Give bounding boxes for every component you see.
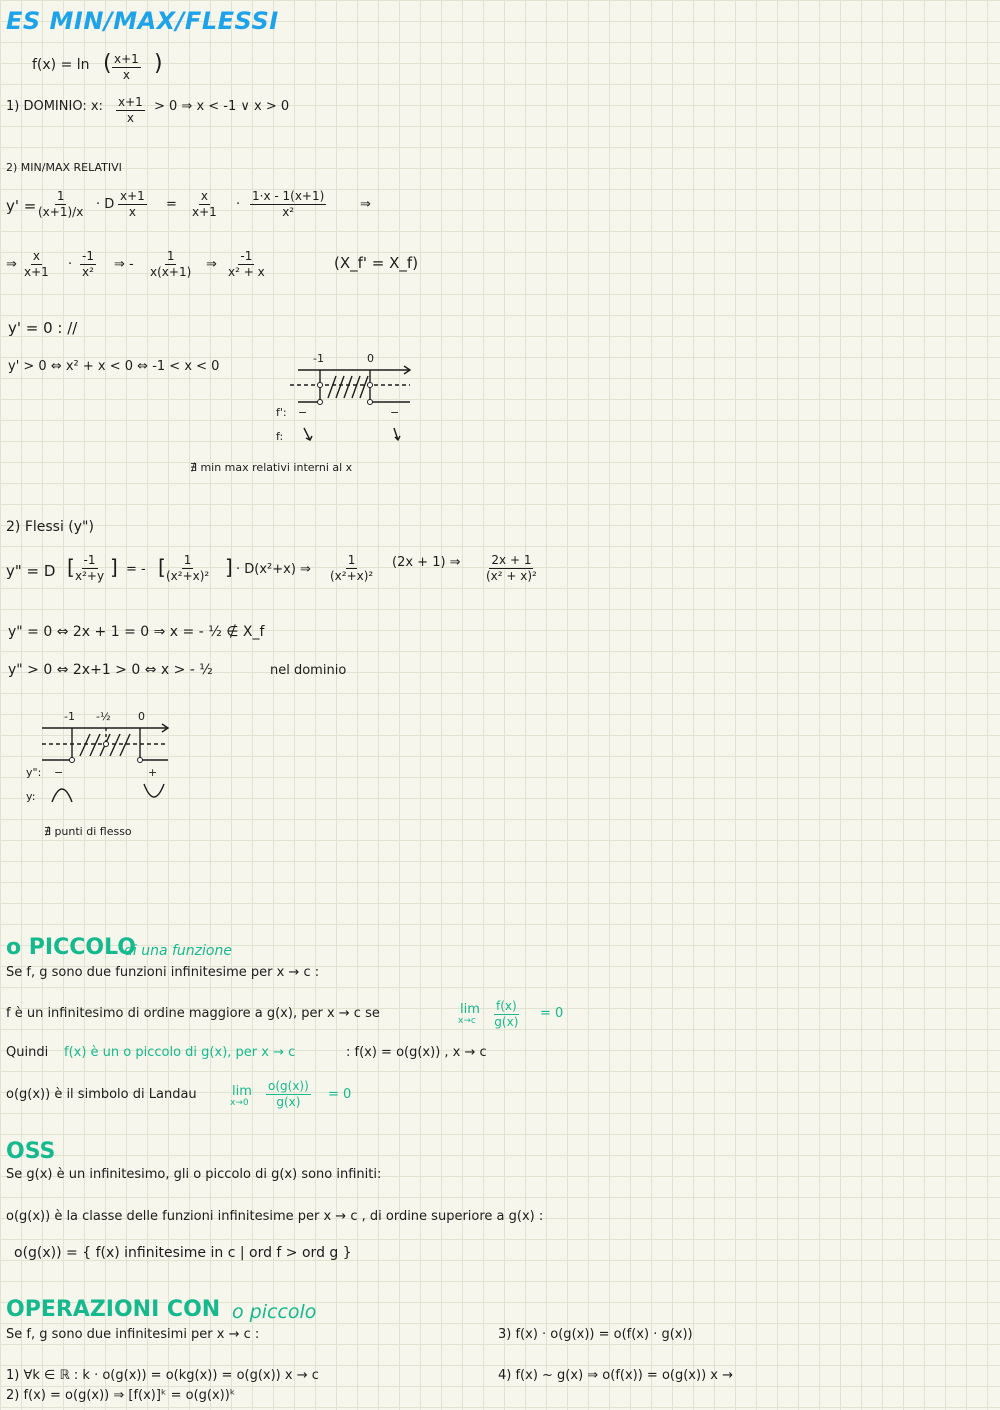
bracket-close: ] — [110, 555, 118, 579]
sign1-hatch — [328, 376, 368, 398]
deriv1-fraction-2: x+1 x — [120, 189, 145, 219]
y1-zero: y' = 0 : // — [8, 319, 78, 337]
domain-result: > 0 ⇒ x < -1 ∨ x > 0 — [154, 99, 290, 114]
o-piccolo-title: o PICCOLO — [6, 935, 137, 960]
deriv2-arrow-2: ⇒ — [206, 257, 217, 272]
sign2-tick-minus-one: -1 — [64, 710, 75, 723]
sign2-point-a — [70, 758, 75, 763]
sign2-label-y: y: — [26, 790, 36, 803]
sign2-point-half — [104, 742, 109, 747]
function-fraction: x+1 x — [114, 52, 139, 82]
bracket-open-2: [ — [158, 555, 166, 579]
deriv2-mid: ⇒ - — [114, 257, 134, 272]
oss-line-2: o(g(x)) è la classe delle funzioni infinitesime per x → c , di ordine superiore a g(x) : — [6, 1209, 544, 1224]
sign2-tick-zero: 0 — [138, 710, 145, 723]
function-definition: f(x) = ln — [32, 57, 90, 73]
sign1-point-a — [318, 383, 323, 388]
deriv-second-mid: · D(x²+x) ⇒ — [236, 562, 311, 577]
bracket-open: [ — [67, 555, 75, 579]
no-extrema-note: ∄ min max relativi interni al x — [190, 461, 353, 474]
quindi-formula: : f(x) = o(g(x)) , x → c — [346, 1045, 487, 1060]
o-piccolo-definition: f è un infinitesimo di ordine maggiore a g(x), per x → c se — [6, 1006, 380, 1021]
sign1-arrow-right — [394, 428, 400, 440]
o-piccolo-intro: Se f, g sono due funzioni infinitesime per x → c : — [6, 965, 320, 980]
deriv1-eq: = — [166, 197, 177, 212]
deriv2-fraction-4: -1 x² + x — [228, 249, 265, 279]
sign2-tick-minus-half: -½ — [96, 710, 111, 723]
sign2-concave-down — [52, 789, 72, 802]
limit-1-fraction: f(x) g(x) — [494, 999, 519, 1029]
paren-close: ) — [154, 51, 163, 76]
deriv-second-fraction-1: -1 x²+y — [75, 553, 105, 583]
sign1-sign-left: − — [298, 406, 308, 419]
o-piccolo-subtitle: di una funzione — [124, 943, 232, 959]
sign1-arrow-left — [304, 428, 312, 440]
deriv1-mid: · D — [96, 197, 115, 212]
page-title: ES MIN/MAX/FLESSI — [6, 7, 279, 35]
limit-2-lim: lim — [232, 1084, 252, 1099]
operation-2: 2) f(x) = o(g(x)) ⇒ [f(x)]ᵏ = o(g(x))ᵏ — [6, 1388, 236, 1403]
operation-3: 3) f(x) · o(g(x)) = o(f(x) · g(x)) — [498, 1327, 693, 1342]
sign1-sign-right: − — [390, 406, 400, 419]
sign2-sign-left: − — [54, 766, 64, 779]
sign1-point-c — [318, 400, 323, 405]
sign1-label-f: f: — [276, 430, 284, 443]
y2-positive-note: nel dominio — [270, 663, 347, 678]
oss-title: OSS — [6, 1139, 56, 1164]
sign-chart-second-derivative — [20, 706, 180, 806]
operazioni-subtitle: o piccolo — [232, 1301, 317, 1323]
sign2-point-b — [138, 758, 143, 763]
operation-1: 1) ∀k ∈ ℝ : k · o(g(x)) = o(kg(x)) = o(g(x)) x → c — [6, 1368, 319, 1383]
deriv1-end: ⇒ — [360, 197, 371, 212]
flessi-heading: 2) Flessi (y") — [6, 519, 94, 535]
deriv2-fraction-2: -1 x² — [82, 249, 94, 279]
sign-chart-derivative — [270, 350, 420, 450]
deriv-second-lhs: y" = D — [6, 562, 56, 580]
deriv-second-fraction-4: 2x + 1 (x² + x)² — [486, 553, 537, 583]
quindi-label: Quindi — [6, 1045, 49, 1060]
limit-2-end: = 0 — [328, 1087, 352, 1102]
landau-text: o(g(x)) è il simbolo di Landau — [6, 1087, 197, 1102]
quindi-statement: f(x) è un o piccolo di g(x), per x → c — [64, 1045, 296, 1060]
deriv1-lhs: y' = — [6, 197, 37, 215]
deriv1-dot: · — [236, 197, 241, 212]
y2-positive: y" > 0 ⇔ 2x+1 > 0 ⇔ x > - ½ — [8, 662, 213, 678]
operazioni-title: OPERAZIONI CON — [6, 1297, 221, 1322]
domain-fraction: x+1 x — [118, 95, 143, 125]
oss-set-definition: o(g(x)) = { f(x) infinitesime in c | ord f > ord g } — [14, 1245, 352, 1261]
operazioni-intro: Se f, g sono due infinitesimi per x → c : — [6, 1327, 260, 1342]
domain-label: 1) DOMINIO: x: — [6, 99, 103, 114]
sign1-tick-minus-one: -1 — [313, 352, 324, 365]
bracket-close-2: ] — [225, 555, 233, 579]
deriv2-fraction-1: x x+1 — [24, 249, 49, 279]
domain-note: (X_f' = X_f) — [334, 254, 419, 272]
sign2-sign-right: + — [148, 766, 158, 779]
sign1-tick-zero: 0 — [367, 352, 374, 365]
sign2-label-ysecond: y": — [26, 766, 42, 779]
deriv-second-fraction-3: 1 (x²+x)² — [330, 553, 374, 583]
limit-2-fraction: o(g(x)) g(x) — [268, 1079, 309, 1109]
deriv1-fraction-1: 1 (x+1)/x — [38, 189, 84, 219]
limit-1-sub: x→c — [458, 1016, 476, 1026]
y1-positive: y' > 0 ⇔ x² + x < 0 ⇔ -1 < x < 0 — [8, 359, 220, 374]
deriv1-fraction-4: 1·x - 1(x+1) x² — [252, 189, 325, 219]
oss-line-1: Se g(x) è un infinitesimo, gli o piccolo di g(x) sono infiniti: — [6, 1167, 382, 1182]
limit-1-lim: lim — [460, 1002, 480, 1017]
sign1-point-d — [368, 400, 373, 405]
y2-zero: y" = 0 ⇔ 2x + 1 = 0 ⇒ x = - ½ ∉ X_f — [8, 624, 265, 640]
sign1-label-fprime: f': — [276, 406, 287, 419]
sign2-concave-up — [144, 784, 164, 797]
minmax-heading: 2) MIN/MAX RELATIVI — [6, 161, 122, 174]
deriv-second-mult: (2x + 1) ⇒ — [392, 555, 461, 570]
limit-2-sub: x→0 — [230, 1098, 249, 1108]
deriv1-fraction-3: x x+1 — [192, 189, 217, 219]
paren-open: ( — [103, 51, 112, 76]
deriv-second-eq: = - — [126, 562, 146, 577]
sign1-point-b — [368, 383, 373, 388]
limit-1-end: = 0 — [540, 1006, 564, 1021]
deriv2-arrow: ⇒ — [6, 257, 17, 272]
deriv2-dot: · — [68, 257, 73, 272]
operation-4: 4) f(x) ~ g(x) ⇒ o(f(x)) = o(g(x)) x → — [498, 1368, 733, 1383]
deriv-second-fraction-2: 1 (x²+x)² — [166, 553, 210, 583]
no-flessi-note: ∄ punti di flesso — [44, 825, 132, 838]
deriv2-fraction-3: 1 x(x+1) — [150, 249, 192, 279]
